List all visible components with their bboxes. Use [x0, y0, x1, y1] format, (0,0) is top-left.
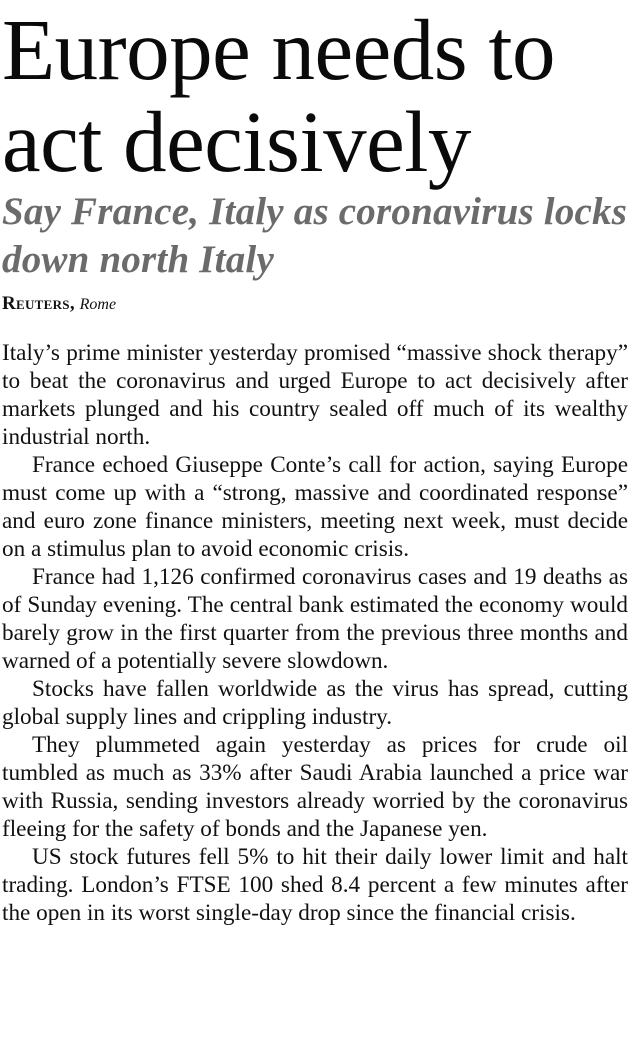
article-headline: Europe needs to act decisively [2, 1, 555, 190]
paragraph: Italy’s prime minister yesterday promised “massive shock therapy” to beat the coronavirus and urged Europe to act decisively after markets plunged and his country sealed off much of its wealthy industrial north. [2, 340, 628, 450]
byline-location: Rome [79, 296, 117, 313]
paragraph: US stock futures fell 5% to hit their daily lower limit and halt trading. London’s FTSE 100 shed 8.4 percent a few minutes after the open in its worst single-day drop since the financial crisis. [2, 844, 628, 926]
byline [2, 292, 628, 317]
byline-agency: Reuters, [2, 293, 75, 314]
paragraph: They plummeted again yesterday as prices for crude oil tumbled as much as 33% after Saudi Arabia launched a price war with Russia, sending investors already worried by the coronavirus fleeing for the safety of bonds and the Japanese yen. [2, 732, 628, 842]
paragraph: Stocks have fallen worldwide as the virus has spread, cutting global supply lines and crippling industry. [2, 676, 628, 730]
news-article [2, 0, 628, 927]
article-subheadline: Say France, Italy as coronavirus locks down north Italy [2, 190, 628, 281]
paragraph: France had 1,126 confirmed coronavirus cases and 19 deaths as of Sunday evening. The central bank estimated the economy would barely grow in the first quarter from the previous three months and warned of a potentially severe slowdown. [2, 564, 628, 674]
paragraph: France echoed Giuseppe Conte’s call for action, saying Europe must come up with a “strong, massive and coordinated response” and euro zone finance ministers, meeting next week, must decide on a stimulus plan to avoid economic crisis. [2, 452, 628, 562]
article-body [2, 339, 628, 927]
